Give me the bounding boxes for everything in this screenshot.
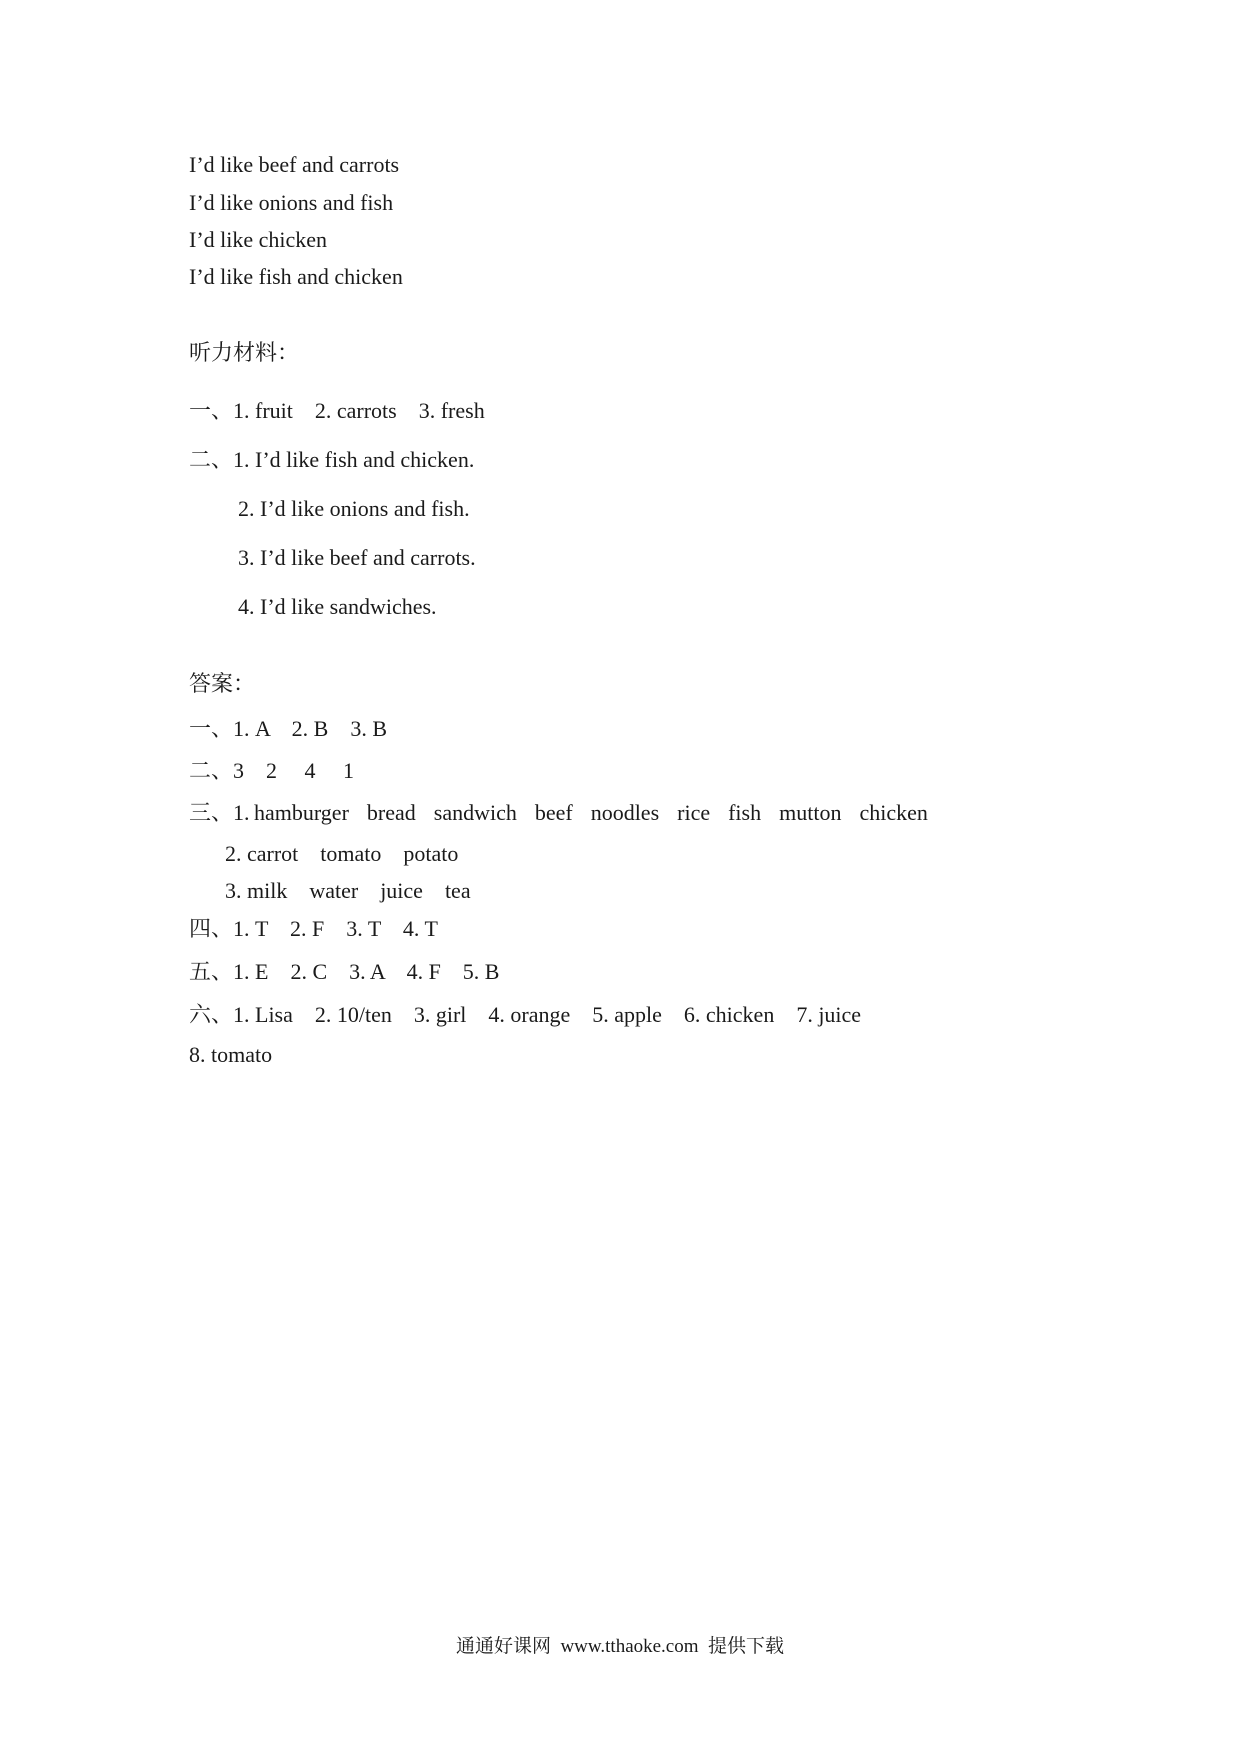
answers-heading: 答案：: [189, 671, 256, 696]
answer-line-4: 2. carrot tomato potato: [225, 841, 459, 866]
listening-part2-line-2: 2. I’d like onions and fish.: [238, 496, 470, 521]
answer-line-2: 二、3 2 4 1: [189, 758, 355, 783]
answer-line-1: 一、1. A 2. B 3. B: [189, 716, 388, 741]
answer-line-3: 三、1. hamburger bread sandwich beef noodles rice fish mutton chicken: [189, 800, 928, 825]
intro-line-4: I’d like fish and chicken: [189, 264, 403, 289]
intro-line-3: I’d like chicken: [189, 227, 328, 252]
page-footer: 通通好课网 www.tthaoke.com 提供下载: [455, 1636, 785, 1657]
answer-line-9: 8. tomato: [189, 1042, 273, 1067]
answer-line-8: 六、1. Lisa 2. 10/ten 3. girl 4. orange 5. apple 6. chicken 7. juice: [189, 1002, 862, 1027]
answer-line-6: 四、1. T 2. F 3. T 4. T: [189, 916, 438, 941]
listening-part2-line-3: 3. I’d like beef and carrots.: [238, 545, 476, 570]
answer-line-7: 五、1. E 2. C 3. A 4. F 5. B: [189, 959, 500, 984]
intro-line-2: I’d like onions and fish: [189, 190, 394, 215]
listening-part2-line-1: 二、1. I’d like fish and chicken.: [189, 447, 475, 472]
answer-line-5: 3. milk water juice tea: [225, 878, 471, 903]
listening-heading: 听力材料：: [189, 340, 300, 365]
intro-line-1: I’d like beef and carrots: [189, 152, 400, 177]
listening-part1: 一、1. fruit 2. carrots 3. fresh: [189, 398, 485, 423]
listening-part2-line-4: 4. I’d like sandwiches.: [238, 594, 437, 619]
